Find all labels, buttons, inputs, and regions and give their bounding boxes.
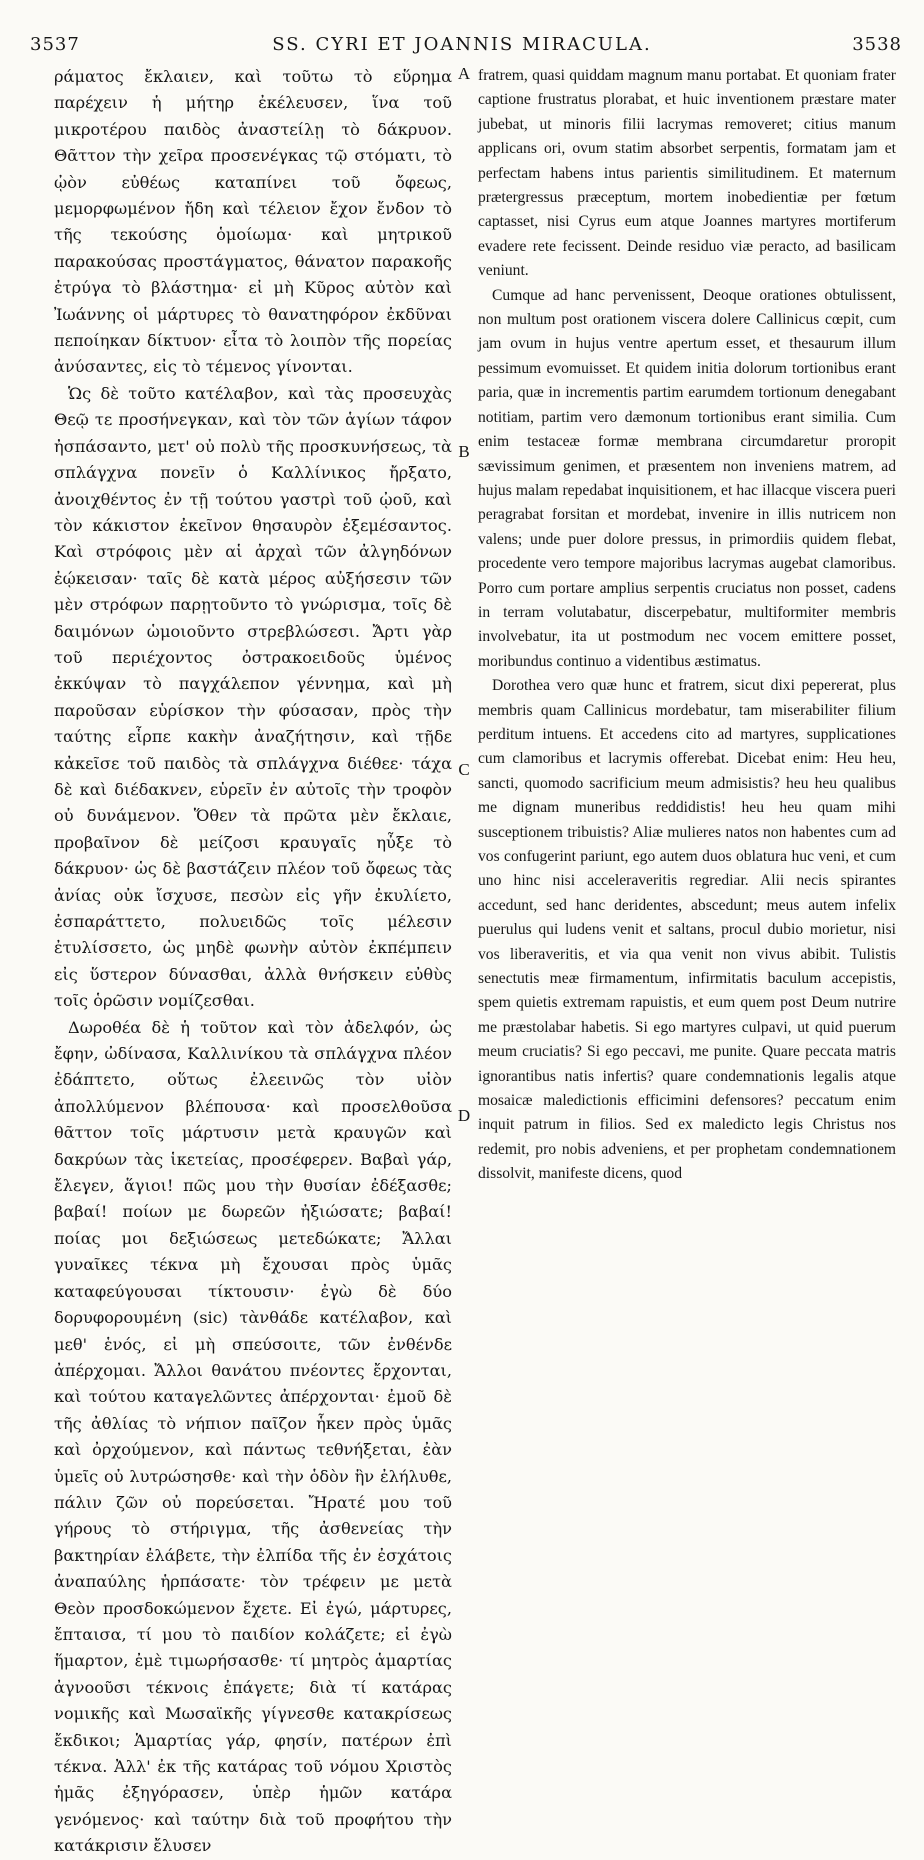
greek-paragraph: Ὡς δὲ τοῦτο κατέλαβον, καὶ τὰς προσευχὰς Θεῷ τε προσήνεγκαν, καὶ τὸν τῶν ἁγίων τάφον ἠσπάσαντο, μετ' οὐ πολὺ τῆς προσκυνήσεως, τὰ σπλάγχνα πονεῖν ὁ Καλλίνικος ἤρξατο, ἀνοιχθέντος ἐν τῇ τούτου γαστρὶ τοῦ ᾠοῦ, καὶ τὸν κάκιστον ἐκεῖνον θησαυρὸν ἐξεμέσαντος. Καὶ στρόφοις μὲν αἱ ἀρχαὶ τῶν ἀλγηδόνων ἐῴκεισαν· ταῖς δὲ κατὰ μέρος αὐξήσεσιν τῶν μὲν στρόφων παρῃτοῦντο τὸ γνώρισμα, τοῖς δὲ δαιμόνων ὡμοιοῦντο στρεβλώσεσι. Ἄρτι γὰρ τοῦ περιέχοντος ὀστρακοειδοῦς ὑμένος ἐκκύψαν τὸ παγχάλεπον γέννημα, καὶ μὴ παροῦσαν εὑρίσκον τὴν φύσασαν, πρὸς τὴν ταύτης εἷρπε κακὴν ἀναζήτησιν, καὶ τῇδε κἀκεῖσε τοῦ παιδὸς τὰ σπλάγχνα διέθεε· τάχα δὲ καὶ διέδακνεν, εὑρεῖν ἐν αὐτοῖς τὴν τροφὸν οὐ δυνάμενον. Ὅθεν τὰ πρῶτα μὲν ἔκλαιε, προβαῖνον δὲ μείζοσι κραυγαῖς ηὖξε τὸ δάκρυον· ὡς δὲ βαστάζειν πλέον τοῦ ὄφεως τὰς ἀνίας οὐκ ἴσχυσε, πεσὼν εἰς γῆν ἐκυλίετο, ἐσπαράττετο, πολυειδῶς τοῖς μέλεσιν ἐτυλίσσετο, ὡς μηδὲ φωνὴν αὐτὸν ἐκπέμπειν εἰς ὕστερον δύνασθαι, ἀλλὰ θνήσκειν εὐθὺς τοῖς ὁρῶσιν νομίζεσθαι. <box>54 383 452 1011</box>
greek-paragraph: ράματος ἔκλαιεν, καὶ τοῦτω τὸ εὕρημα παρέχειν ἡ μήτηρ ἐκέλευσεν, ἵνα τοῦ μικροτέρου παιδὸς ἀναστείλῃ τὸ δάκρυον. Θᾶττον τὴν χεῖρα προσενέγκας τῷ στόματι, τὸ ᾠὸν εὐθέως καταπίνει τοῦ ὄφεως, μεμορφωμένον ἤδη καὶ τέλειον ἔχον ἔνδον τὸ τῆς τεκούσης ὁμοίωμα· καὶ μητρικοῦ παρακούσας προστάγματος, θάνατον παρακοῆς ἐτρύγα τὸ βλάστημα· εἰ μὴ Κῦρος αὐτὸν καὶ Ἰωάννης οἱ μάρτυρες τὸ θανατηφόρον ἐκδῦναι πεποίηκαν δίκτυον· εἶτα τὸ λοιπὸν τῆς πορείας ἀνύσαντες, εἰς τὸ τέμενος γίνονται. <box>54 67 452 377</box>
greek-paragraph: Δωροθέα δὲ ἡ τοῦτον καὶ τὸν ἀδελφόν, ὡς ἔφην, ὠδίνασα, Καλλινίκου τὰ σπλάγχνα πλέον ἐδάπτετο, οὕτως ἐλεεινῶς τὸν υἱὸν ἀπολλύμενον βλέπουσα· καὶ προσελθοῦσα θᾶττον τοῖς μάρτυσιν μετὰ κραυγῶν καὶ δακρύων τὰς ἱκετείας, προσέφερεν. Βαβαὶ γάρ, ἔλεγεν, ἅγιοι! πῶς μου τὴν θυσίαν ἐδέξασθε; βαβαί! ποίων με δωρεῶν ἠξιώσατε; βαβαί! ποίας μοι δεξιώσεως μετεδώκατε; Ἄλλαι γυναῖκες τέκνα μὴ ἔχουσαι πρὸς ὑμᾶς καταφεύγουσαι τίκτουσιν· ἐγὼ δὲ δύο δορυφορουμένη (sic) τὰνθάδε κατέλαβον, καὶ μεθ' ἑνός, εἰ μὴ σπεύσοιτε, τῶν ἐνθένδε ἀπέρχομαι. Ἄλλοι θανάτου πνέοντες ἔρχονται, καὶ τούτου καταγελῶντες ἀπέρχονται· ἐμοῦ δὲ τῆς ἀθλίας τὸ νήπιον παῖζον ἧκεν πρὸς ὑμᾶς καὶ ὀρχούμενον, καὶ πάντως τεθνήξεται, ἐὰν ὑμεῖς οὐ λυτρώσησθε· καὶ τὴν ὁδὸν ἣν ἐλήλυθε, πάλιν ζῶν οὐ πορεύσεται. Ἤρατέ μου τοῦ γήρους τὸ στήριγμα, τῆς ἀσθενείας τὴν βακτηρίαν ἐλάβετε, τὴν ἐλπίδα τῆς ἐν ἐσχάτοις ἀναπαύλης ἡρπάσατε· τὸν τρέφειν με μετὰ Θεὸν προσδοκώμενον ἔχετε. Εἰ ἐγώ, μάρτυρες, ἔπταισα, τί μου τὸ παιδίον κολάζετε; εἰ ἐγὼ ἥμαρτον, ἐμὲ τιμωρήσασθε· τί μητρὸς ἁμαρτίας ἀγνοοῦσι τέκνοις ἐπάγετε; διὰ τί κατάρας νομικῆς καὶ Μωσαϊκῆς γίγνεσθε κατακρίσεως ἔκδικοι; Ἁμαρτίας γάρ, φησίν, πατέρων ἐπὶ τέκνα. Ἀλλ' ἐκ τῆς κατάρας τοῦ νόμου Χριστὸς ἡμᾶς ἐξηγόρασεν, ὑπὲρ ἡμῶν κατάρα γενόμενος· καὶ ταύτην διὰ τοῦ προφήτου τὴν κατάκρισιν ἔλυσεν <box>54 1017 452 1856</box>
section-marker-c: C <box>458 760 470 779</box>
greek-column <box>54 64 452 1856</box>
section-marker-d: D <box>457 1106 471 1125</box>
section-marker-b: B <box>458 442 470 461</box>
latin-paragraph: fratrem, quasi quiddam magnum manu portabat. Et quoniam frater captione frustratus plorabat, et huic inventionem præstare mater jubebat, ut minoris filii lacrymas removeret; citius manum applicans ori, ovum statim absorbet serpentis, formatam jam et perfectam habens intus parientis similitudinem. Et maternum prætergressus præceptum, mortem inobedientiæ per fœtum captasset, nisi Cyrus eum atque Joannes martyres mortiferum evadere rete fecissent. Deinde residuo viæ peracto, ad basilicam veniunt. <box>478 67 896 280</box>
latin-column <box>478 64 896 1534</box>
section-markers <box>452 64 476 1534</box>
running-title: SS. CYRI ET JOANNIS MIRACULA. <box>272 34 652 55</box>
running-header <box>0 34 924 60</box>
section-marker-a: A <box>457 64 471 83</box>
latin-paragraph: Cumque ad hanc pervenissent, Deoque orationes obtulissent, non multum post orationem viscera dolere Callinicus cœpit, cum jam ovum in hujus ventre apertum esset, et thesaurum illum pessimum evomuisset. Et quidem initia dolorum tortionibus erant paria, quæ in incrementis partim earumdem tortionum denegabant notitiam, partim vero dæmonum tortionibus erant similia. Cum enim testaceæ formæ membrana circumdaretur proropit sævissimum genimen, et præsentem non inveniens matrem, ad hujus malam repedabat inquisitionem, et hac illacque viscera pueri peragrabat forsitan et mordebat, invenire in illis nutricem non valens; unde puer dolore pressus, in primordiis quidem flebat, procedente vero tempore majoribus lacrymas augebat clamoribus. Porro cum portare amplius serpentis cruciatus non posset, cadens in terram volutabatur, discerpebatur, multiformiter membris involvebatur, ita ut postmodum nec vocem emittere posset, moribundus continuo a videntibus æstimatus. <box>478 286 896 670</box>
page-number-left: 3537 <box>30 34 80 55</box>
page-number-right: 3538 <box>852 34 902 55</box>
latin-paragraph: Dorothea vero quæ hunc et fratrem, sicut dixi pepererat, plus membris quam Callinicus mordebatur, tam miserabiliter filium perditum intuens. Et accedens cito ad martyres, supplicationes cum clamoribus et lacrymis offerebat. Dicebat enim: Heu heu, sancti, quomodo sacrificium meum admisistis? heu heu qualibus me dignam muneribus reddidistis! heu heu quam mihi susceptionem tribuistis? Aliæ mulieres natos non habentes cum ad vos confugerint pariunt, ego autem duos oblatura huc veni, et cum uno hinc nisi acceleraveritis regrediar. Alii necis spirantes accedunt, sed hanc deridentes, abscedunt; meus autem infelix puerulus qui ludens venit et saltans, procul dubio morietur, nisi vos liberaveritis, et via qua venit non vivus abibit. Tulistis senectutis meæ firmamentum, infirmitatis baculum accepistis, spem quietis extremam rapuistis, et eum quem post Deum nutrire me præstolabar habetis. Si ego martyres culpavi, ut quid puerum meum cruciatis? Si ego peccavi, me punite. Quare peccata matris ignorantibus natis infertis? quare condemnationis legalis atque mosaicæ maledictionis efficimini defensores? peccatum enim inquit patrum in filios. Sed ex maledicto legis Christus nos redemit, pro nobis adveniens, et per prophetam condemnationem dissolvit, manifeste dicens, quod <box>478 677 896 1183</box>
